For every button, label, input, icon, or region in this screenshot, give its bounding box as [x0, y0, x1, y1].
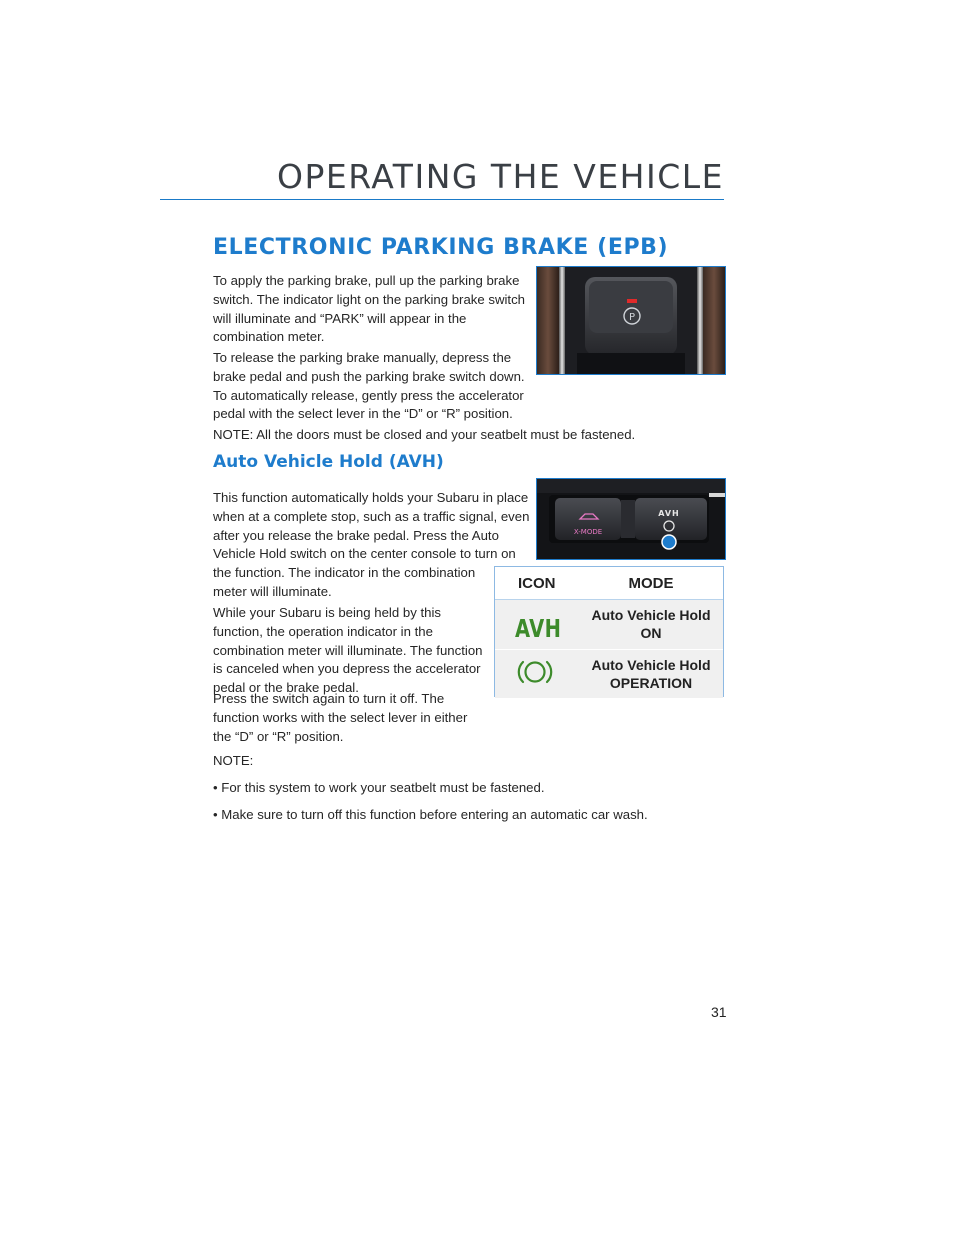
- avh-on-indicator-icon: AVH: [515, 614, 562, 643]
- avh-description-paragraph: This function automatically holds your Subaru in place when at a complete stop, such as a traffic signal, even after you release the brake pedal. Press the Auto Vehicle Hold switch on the center console to turn on the function. The indicator in the combination meter will illuminate.: [213, 490, 530, 599]
- avh-switch-photo: [536, 478, 726, 560]
- parking-brake-p-label: P: [628, 312, 636, 323]
- avh-heading: Auto Vehicle Hold (AVH): [213, 452, 444, 472]
- avh-held-paragraph: While your Subaru is being held by this function, the operation indicator in the combination meter will illuminate. The function is canceled when you depress the accelerator pedal or the brake pedal.: [213, 605, 483, 696]
- avh-switch-illustration: [537, 479, 725, 559]
- avh-button-label: AVH: [658, 509, 680, 518]
- epb-apply-paragraph: To apply the parking brake, pull up the parking brake switch. The indicator light on the parking brake switch will illuminate and “PARK” will appear in the combination meter.: [213, 273, 526, 345]
- avh-note-label: NOTE:: [213, 753, 254, 768]
- avh-indicator-table: [494, 566, 724, 697]
- table-header-icon: ICON: [518, 575, 556, 592]
- table-divider: [495, 599, 723, 600]
- section-header: OPERATING THE VEHICLE: [276, 157, 724, 196]
- epb-note: NOTE: All the doors must be closed and your seatbelt must be fastened.: [213, 427, 636, 442]
- avh-note-bullet-carwash: • Make sure to turn off this function before entering an automatic car wash.: [213, 807, 648, 822]
- table-divider: [495, 649, 723, 650]
- page-number: 31: [711, 1004, 727, 1020]
- epb-release-paragraph: To release the parking brake manually, depress the brake pedal and push the parking brake switch down. To automatically release, gently press the accelerator pedal with the select lever in the “D” or “R” position.: [213, 350, 525, 422]
- parking-brake-switch-illustration: [537, 267, 725, 374]
- table-mode-cell: Auto Vehicle Hold OPERATION: [591, 657, 711, 691]
- table-mode-cell: Auto Vehicle Hold ON: [591, 607, 711, 641]
- avh-off-paragraph: Press the switch again to turn it off. The function works with the select lever in either the “D” or “R” position.: [213, 691, 468, 744]
- x-mode-label: X-MODE: [573, 528, 603, 536]
- parking-brake-switch-photo: [536, 266, 726, 375]
- avh-switch-location-marker: [662, 535, 676, 549]
- epb-heading: ELECTRONIC PARKING BRAKE (EPB): [213, 235, 669, 260]
- avh-operation-indicator-icon: [517, 656, 553, 688]
- avh-note-bullet-seatbelt: • For this system to work your seatbelt must be fastened.: [213, 780, 545, 795]
- table-header-mode: MODE: [628, 575, 674, 592]
- header-rule: [160, 199, 724, 200]
